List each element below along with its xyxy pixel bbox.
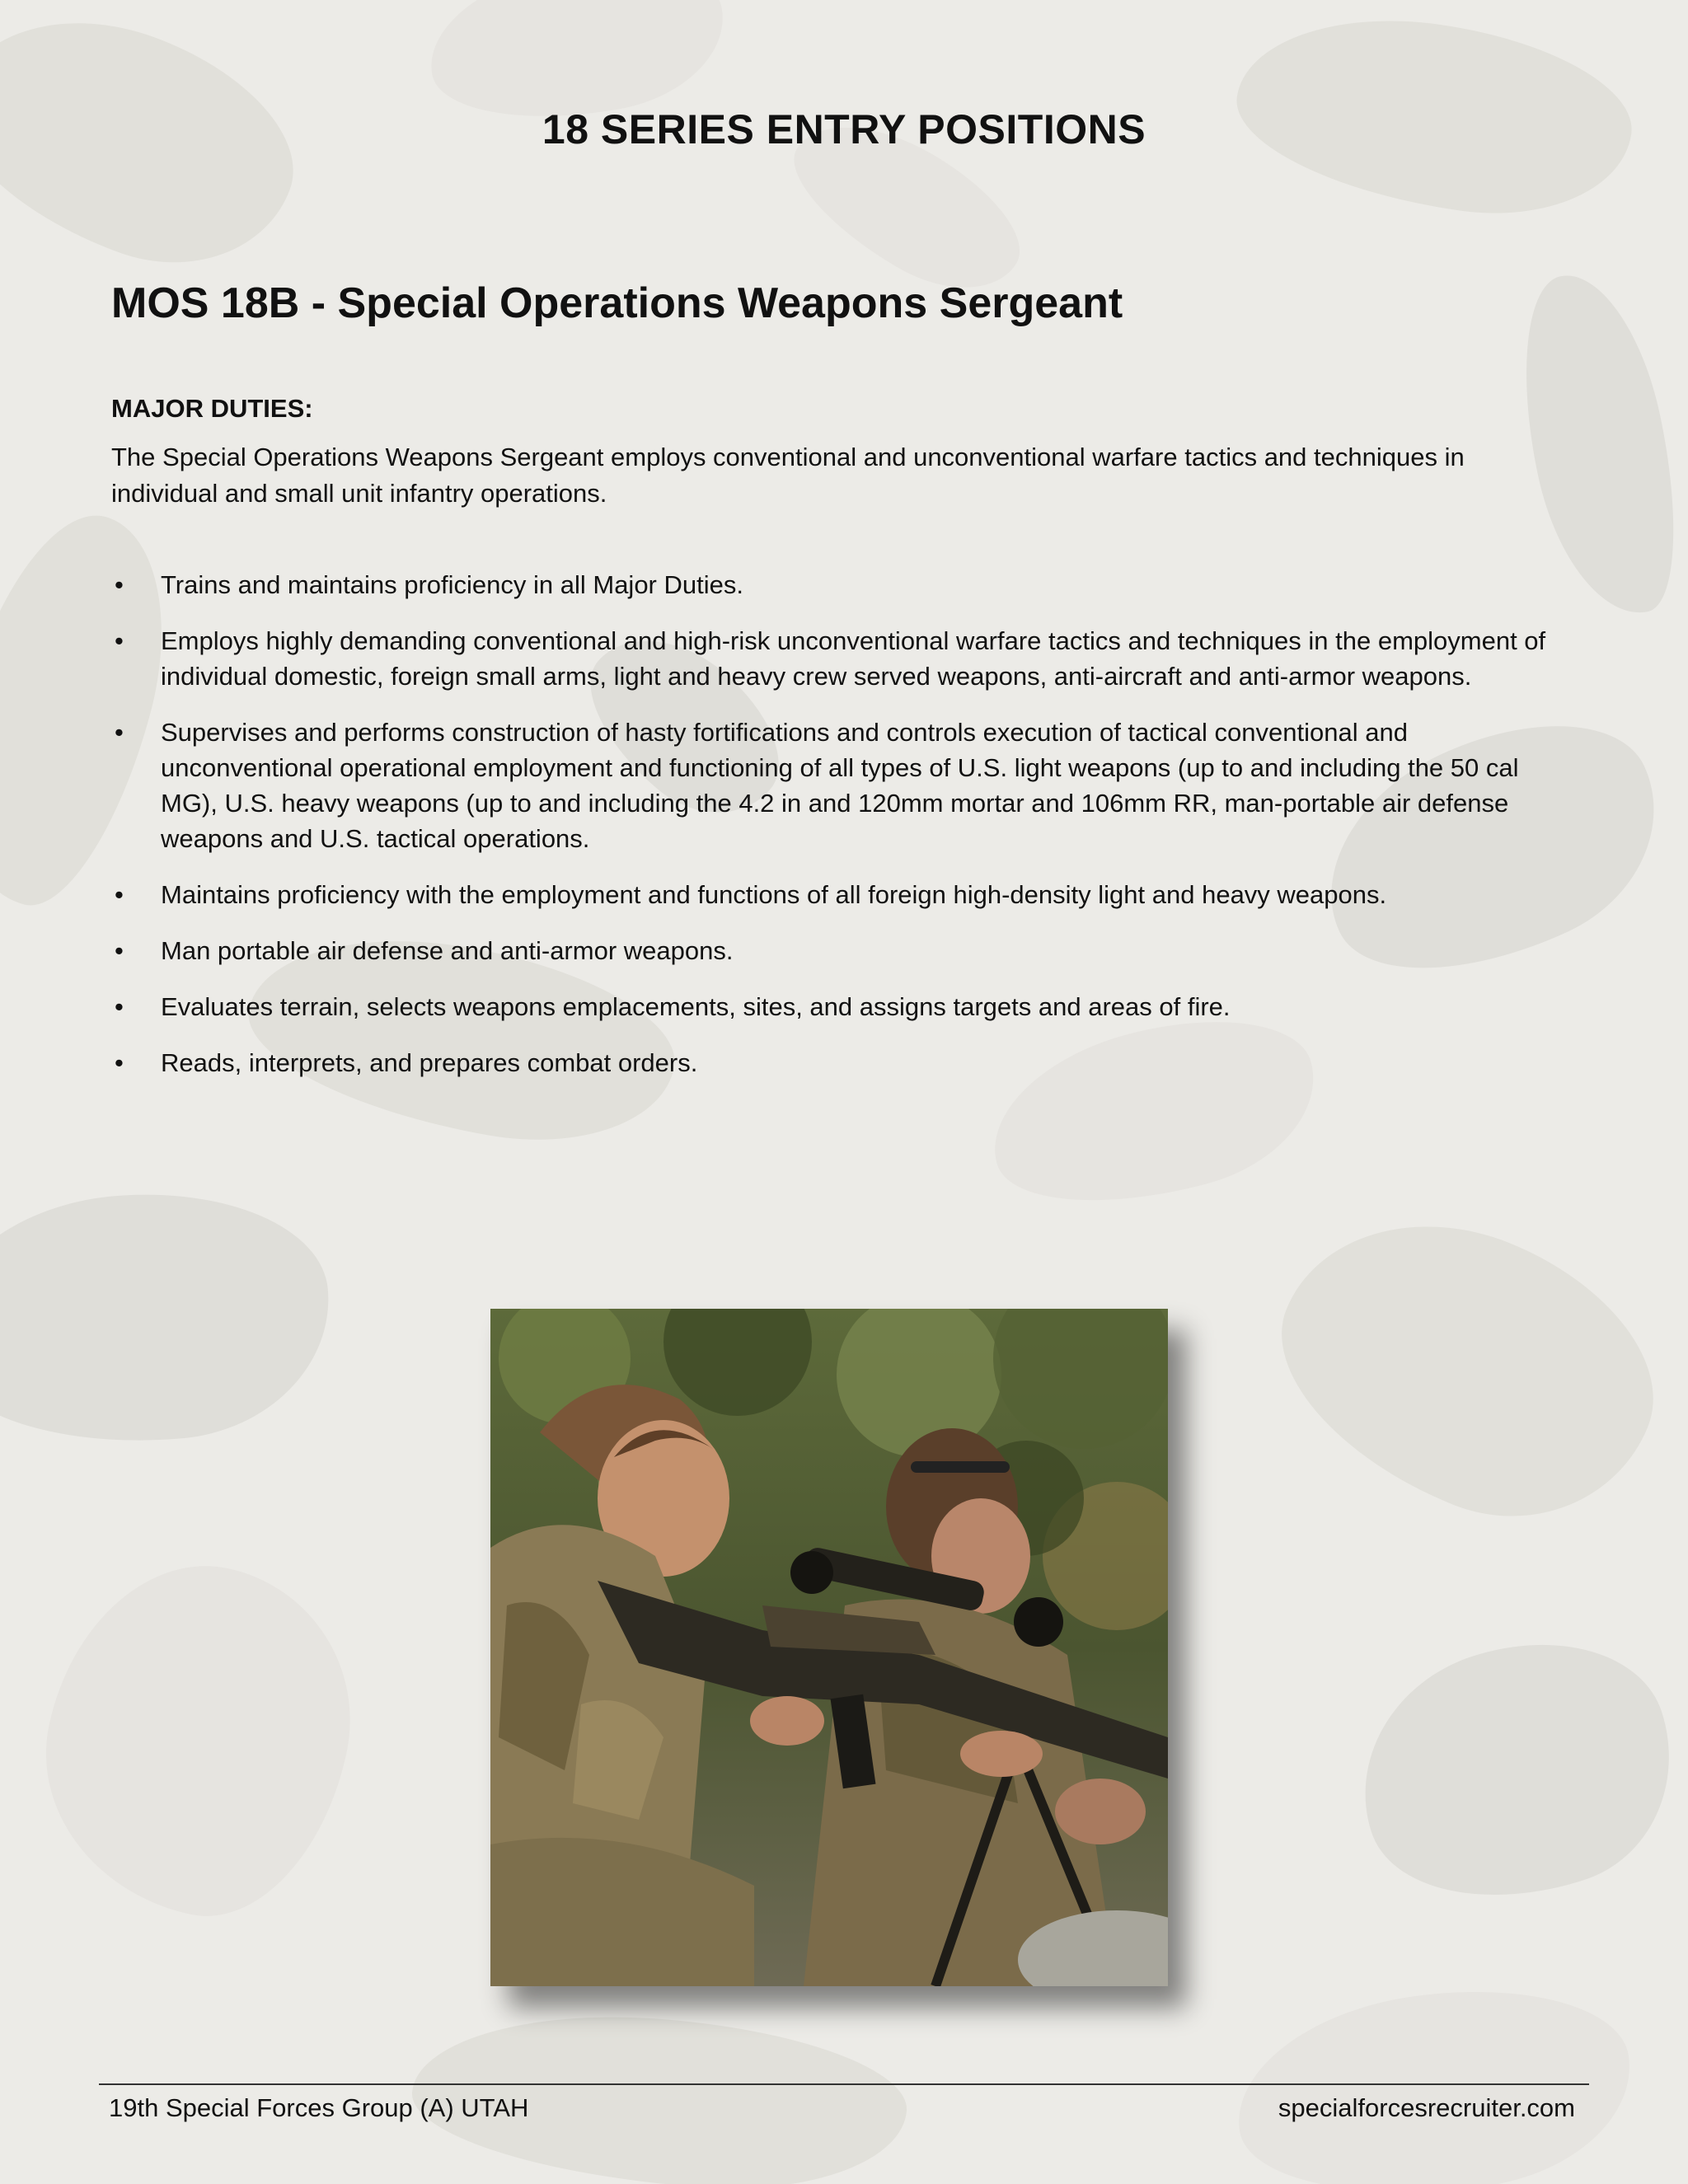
section-title: MOS 18B - Special Operations Weapons Sergeant xyxy=(111,279,1123,327)
duty-text: Evaluates terrain, selects weapons emplacements, sites, and assigns targets and areas of fire. xyxy=(161,992,1231,1021)
duty-item xyxy=(111,989,1562,1024)
duties-list xyxy=(111,567,1562,1101)
bullet-icon: • xyxy=(115,936,124,965)
duties-intro: The Special Operations Weapons Sergeant employs conventional and unconventional warfare tactics and techniques in individual and small unit infantry operations. xyxy=(111,443,1465,508)
bullet-icon: • xyxy=(115,570,124,599)
duty-item xyxy=(111,877,1562,912)
soldiers-photo xyxy=(490,1309,1168,1986)
duty-text: Trains and maintains proficiency in all Major Duties. xyxy=(161,570,743,599)
bullet-icon: • xyxy=(115,992,124,1021)
duty-item xyxy=(111,715,1562,856)
duty-item xyxy=(111,1045,1562,1080)
footer-divider xyxy=(99,2083,1589,2085)
duty-item xyxy=(111,567,1562,602)
bullet-icon: • xyxy=(115,626,124,655)
page-title: 18 SERIES ENTRY POSITIONS xyxy=(542,106,1146,152)
duty-text: Reads, interprets, and prepares combat orders. xyxy=(161,1048,698,1077)
bullet-icon: • xyxy=(115,880,124,909)
duty-text: Supervises and performs construction of hasty fortifications and controls execution of tactical conventional and unconventional operational employment and functioning of all types of U.S. light weapons (up to and including the 50 cal MG), U.S. heavy weapons (up to and including the 4.2 in and 120mm mortar and 106mm RR, man-portable air defense weapons and U.S. tactical operations. xyxy=(161,718,1519,853)
duty-text: Maintains proficiency with the employment and functions of all foreign high-density light and heavy weapons. xyxy=(161,880,1387,909)
duty-item xyxy=(111,933,1562,968)
footer-website: specialforcesrecruiter.com xyxy=(1278,2093,1575,2122)
duties-heading: MAJOR DUTIES: xyxy=(111,394,313,423)
bullet-icon: • xyxy=(115,718,124,747)
duty-text: Employs highly demanding conventional and high-risk unconventional warfare tactics and techniques in the employment of individual domestic, foreign small arms, light and heavy crew served weapons, anti-aircraft and anti-armor weapons. xyxy=(161,626,1546,691)
duty-text: Man portable air defense and anti-armor weapons. xyxy=(161,936,734,965)
duty-item xyxy=(111,623,1562,694)
bullet-icon: • xyxy=(115,1048,124,1077)
footer-organization: 19th Special Forces Group (A) UTAH xyxy=(109,2093,529,2122)
